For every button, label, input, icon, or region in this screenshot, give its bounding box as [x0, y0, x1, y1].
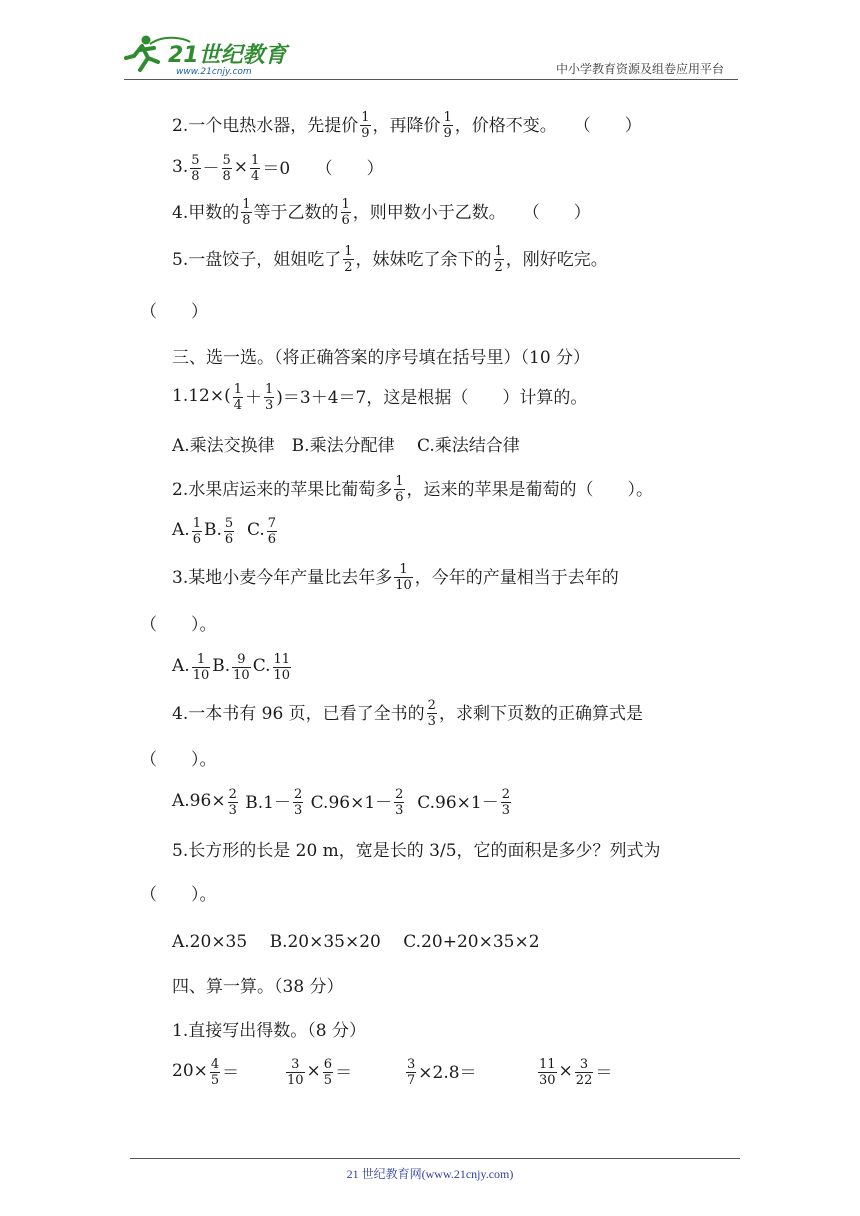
numerator: 2 [427, 698, 436, 713]
svg-text:www.21cnjy.com: www.21cnjy.com [176, 67, 252, 76]
fraction [406, 1057, 416, 1088]
denominator: 7 [407, 1073, 416, 1088]
fraction [250, 153, 260, 184]
answer-paren: （ ）。 [140, 885, 217, 905]
numerator: 1 [265, 382, 274, 397]
choice-options-3 [140, 650, 293, 681]
numerator: 2 [395, 787, 404, 802]
site-logo [124, 32, 294, 76]
denominator: 8 [242, 213, 251, 228]
denominator: 3 [395, 803, 404, 818]
denominator: 3 [293, 803, 303, 818]
fraction [192, 516, 202, 547]
denominator: 9 [443, 126, 452, 141]
denominator: 2 [344, 260, 353, 275]
denominator: 3 [501, 803, 511, 818]
text: ＝ [222, 1063, 240, 1083]
choice-question-3 [140, 560, 619, 591]
calc-item-1 [140, 1055, 239, 1086]
denominator: 6 [395, 490, 404, 505]
text: × [233, 156, 249, 177]
svg-text:21世纪教育: 21世纪教育 [168, 43, 287, 68]
denominator: 10 [233, 668, 250, 683]
numerator: 3 [291, 1057, 300, 1072]
denominator: 10 [192, 668, 210, 683]
answer-paren: （ ）。 [140, 615, 217, 635]
numerator: 5 [222, 153, 231, 168]
fraction [394, 474, 404, 505]
fraction [494, 244, 504, 275]
numerator: 4 [210, 1057, 220, 1072]
text: C. [236, 519, 265, 540]
text: ，运来的苹果是葡萄的（ ）。 [406, 480, 654, 500]
numerator: 9 [237, 652, 246, 667]
fraction [190, 153, 200, 184]
text: ，再降价 [372, 116, 441, 136]
text: ，今年的产量相当于去年的 [414, 568, 619, 588]
text: 等于乙数的 [253, 203, 339, 223]
denominator: 4 [251, 169, 260, 184]
numerator: 1 [494, 244, 503, 259]
denominator: 8 [191, 169, 200, 184]
choice-question-5: 5.长方形的长是 20 m，宽是长的 3/5，它的面积是多少？列式为 [172, 841, 661, 861]
numerator: 1 [192, 516, 201, 531]
denominator: 8 [222, 169, 231, 184]
text: ＋ [245, 388, 263, 408]
judge-question-2 [140, 108, 642, 139]
fraction [575, 1057, 594, 1088]
denominator: 6 [224, 532, 234, 547]
judge-question-4 [140, 195, 591, 226]
text: ＝0 （ ） [262, 159, 384, 179]
choice-question-2 [140, 472, 653, 503]
judge-question-5 [140, 242, 608, 273]
denominator: 5 [210, 1073, 220, 1088]
fraction [264, 382, 274, 413]
text: 4.一本书有 96 页，已看了全书的 [172, 704, 425, 724]
numerator: 5 [224, 516, 234, 531]
judge-question-3 [140, 151, 384, 182]
answer-paren: （ ）。 [140, 750, 217, 770]
choice-question-1 [140, 380, 587, 411]
text: B. [212, 655, 231, 676]
fraction [394, 562, 413, 593]
numerator: 1 [395, 474, 404, 489]
text: 5.一盘饺子，姐姐吃了 [172, 250, 342, 270]
fraction [273, 652, 292, 683]
text: A.96× [172, 790, 226, 811]
numerator: 1 [341, 197, 350, 212]
fraction [267, 516, 277, 547]
denominator: 4 [233, 398, 243, 413]
denominator: 9 [361, 126, 370, 141]
denominator: 3 [265, 398, 274, 413]
denominator: 10 [395, 578, 412, 593]
denominator: 10 [287, 1073, 304, 1088]
text: 1.12×( [172, 385, 231, 406]
denominator: 5 [323, 1073, 333, 1088]
text: ，刚好吃完。 [505, 250, 608, 270]
numerator: 11 [539, 1057, 556, 1072]
choice-options-5: A.20×35 B.20×35×20 C.20+20×35×2 [172, 932, 540, 952]
text: ×2.8＝ [418, 1063, 477, 1083]
denominator: 6 [341, 213, 350, 228]
platform-name: 中小学教育资源及组卷应用平台 [555, 62, 724, 76]
fraction [192, 652, 211, 683]
numerator: 5 [191, 153, 200, 168]
header-divider [124, 79, 738, 80]
text: × [558, 1060, 573, 1081]
numerator: 1 [361, 110, 370, 125]
calc-item-2 [284, 1055, 352, 1086]
text: ，妹妹吃了余下的 [355, 250, 492, 270]
text: ，求剩下页数的正确算式是 [438, 704, 643, 724]
numerator: 1 [399, 562, 408, 577]
section-heading: 三、选一选。（将正确答案的序号填在括号里）（10 分） [172, 348, 591, 368]
fraction [360, 110, 370, 141]
numerator: 2 [293, 787, 303, 802]
text: )＝3＋4＝7，这是根据（ ）计算的。 [276, 388, 588, 408]
text: B. [203, 519, 222, 540]
numerator: 2 [501, 787, 511, 802]
fraction [394, 787, 404, 818]
text: 4.甲数的 [172, 203, 240, 223]
denominator: 22 [575, 1073, 593, 1088]
text: ＝ [595, 1063, 613, 1083]
fraction [293, 787, 303, 818]
fraction [323, 1057, 333, 1088]
numerator: 1 [443, 110, 452, 125]
footer-divider [130, 1158, 740, 1159]
numerator: 2 [228, 787, 237, 802]
numerator: 3 [579, 1057, 589, 1072]
choice-options-1: A.乘法交换律 B.乘法分配律 C.乘法结合律 [172, 436, 520, 456]
fraction [538, 1057, 557, 1088]
fraction [233, 382, 243, 413]
denominator: 3 [427, 714, 436, 729]
choice-question-4 [140, 696, 643, 727]
text: × [306, 1060, 321, 1081]
text: 20× [172, 1060, 208, 1081]
text: 2.水果店运来的苹果比葡萄多 [172, 480, 393, 500]
text: A. [172, 655, 190, 676]
denominator: 6 [192, 532, 201, 547]
numerator: 3 [407, 1057, 416, 1072]
page-header [124, 30, 738, 80]
denominator: 10 [273, 668, 291, 683]
numerator: 6 [323, 1057, 333, 1072]
text: C.96×1－ [406, 793, 499, 813]
fraction [443, 110, 453, 141]
choice-options-2 [140, 514, 279, 545]
text: C.96×1－ [305, 793, 393, 813]
text: － [202, 159, 220, 179]
fraction [343, 244, 353, 275]
text: 3.某地小麦今年产量比去年多 [172, 568, 393, 588]
fraction [501, 787, 511, 818]
footer-link[interactable]: 21 世纪教育网(www.21cnjy.com) [346, 1167, 514, 1181]
numerator: 1 [233, 382, 243, 397]
fraction [228, 787, 238, 818]
fraction [224, 516, 234, 547]
text: 2.一个电热水器，先提价 [172, 116, 359, 136]
text: ，价格不变。 （ ） [454, 116, 642, 136]
answer-paren: （ ） [140, 302, 208, 322]
text: B.1－ [239, 793, 291, 813]
fraction [241, 197, 251, 228]
numerator: 7 [267, 516, 277, 531]
numerator: 11 [273, 652, 291, 667]
denominator: 3 [228, 803, 237, 818]
text: ，则甲数小于乙数。 （ ） [352, 203, 591, 223]
denominator: 2 [494, 260, 503, 275]
denominator: 30 [539, 1073, 556, 1088]
text: 3. [172, 156, 189, 177]
fraction [427, 698, 437, 729]
numerator: 1 [251, 153, 260, 168]
text: A. [172, 519, 190, 540]
fraction [341, 197, 351, 228]
fraction [210, 1057, 220, 1088]
numerator: 1 [196, 652, 206, 667]
choice-options-4 [140, 785, 513, 816]
calc-item-3 [404, 1055, 477, 1086]
fraction [232, 652, 251, 683]
text: C. [252, 655, 271, 676]
denominator: 6 [267, 532, 277, 547]
section-heading: 四、算一算。（38 分） [172, 977, 344, 997]
text: ＝ [335, 1063, 353, 1083]
fraction [222, 153, 232, 184]
calc-item-4 [536, 1055, 612, 1086]
subsection-heading: 1.直接写出得数。（8 分） [172, 1021, 366, 1041]
numerator: 1 [242, 197, 251, 212]
fraction [286, 1057, 305, 1088]
numerator: 1 [344, 244, 353, 259]
